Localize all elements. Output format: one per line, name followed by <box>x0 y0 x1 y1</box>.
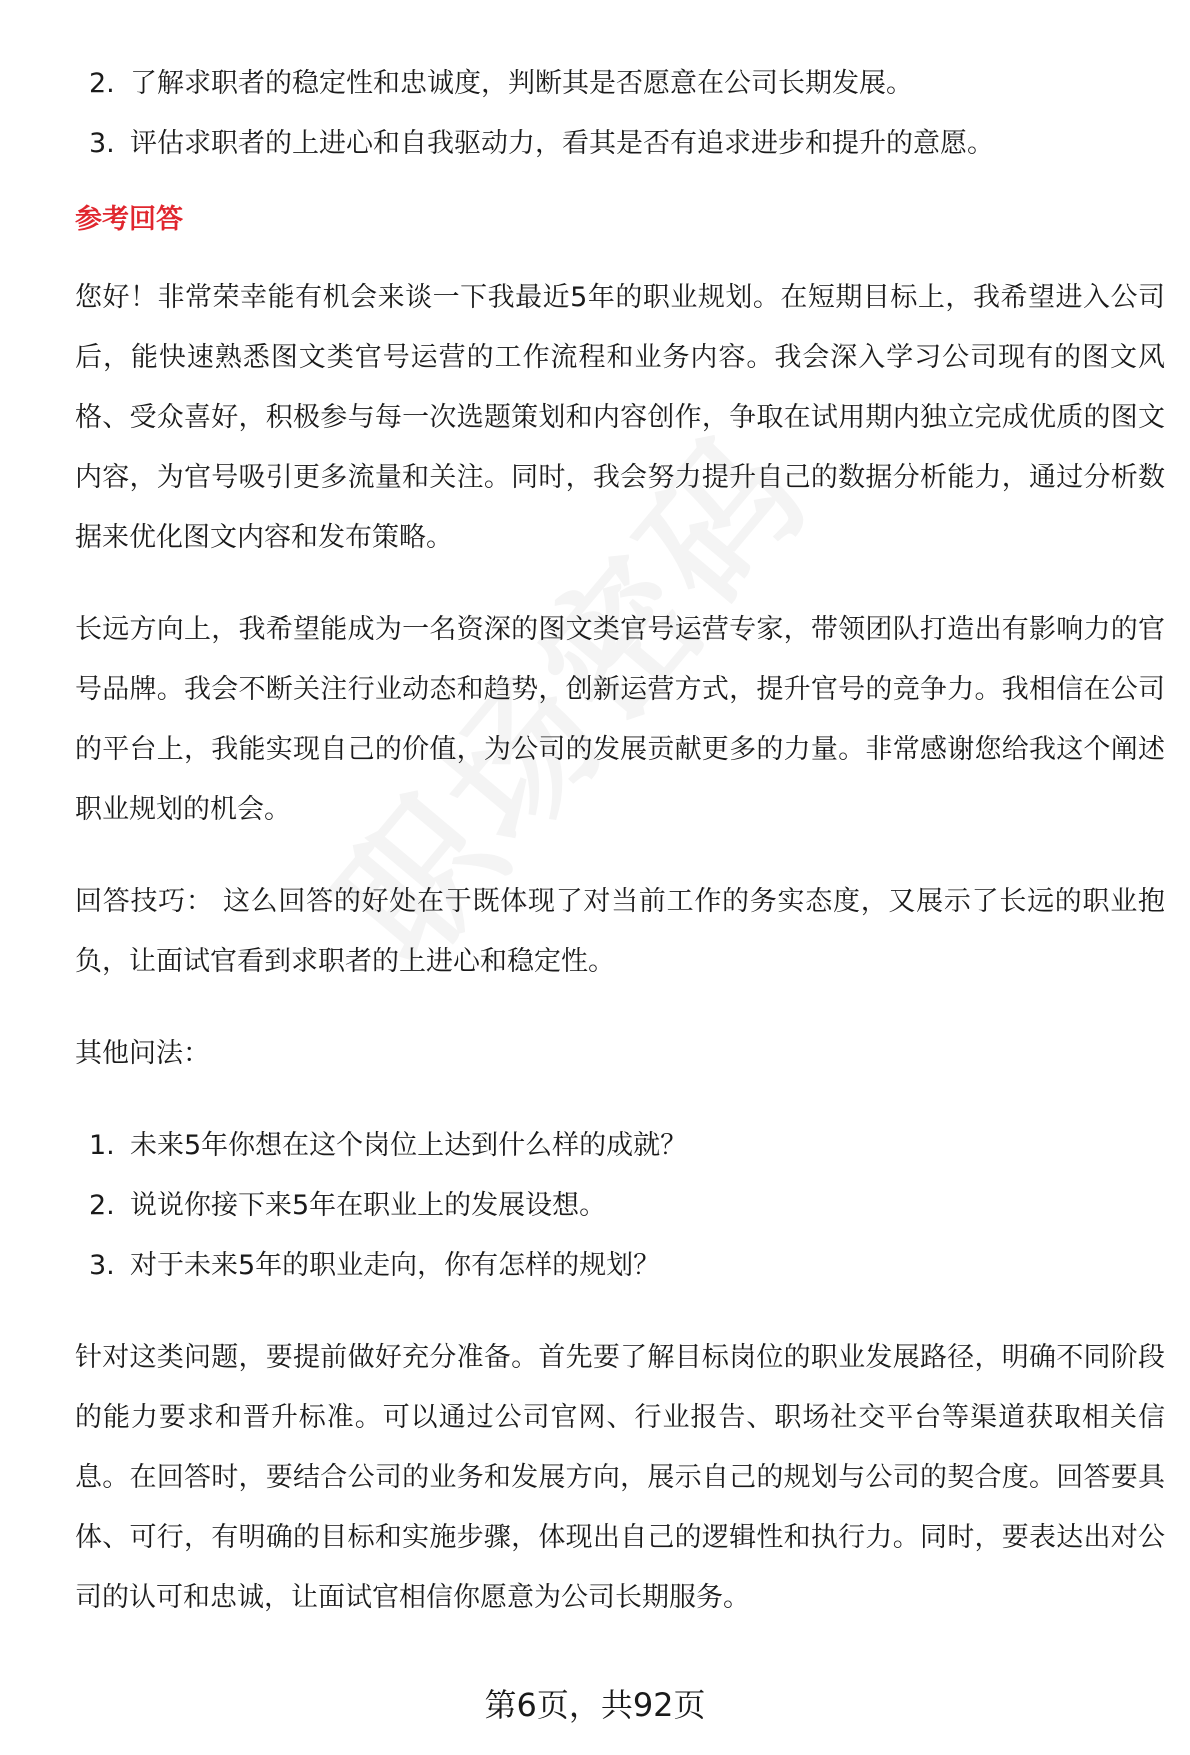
list-number: 1. <box>89 1130 115 1161</box>
reference-answer-heading: 参考回答 <box>75 204 183 235</box>
list-text: 说说你接下来5年在职业上的发展设想。 <box>130 1190 607 1221</box>
preparation-advice: 针对这类问题，要提前做好充分准备。首先要了解目标岗位的职业发展路径，明确不同阶段的能力要求和晋升标准。可以通过公司官网、行业报告、职场社交平台等渠道获取相关信息。在回答时，要结合公司的业务和发展方向，展示自己的规划与公司的契合度。回答要具体、可行，有明确的目标和实施步骤，体现出自己的逻辑性和执行力。同时，要表达出对公司的认可和忠诚，让面试官相信你愿意为公司长期服务。 <box>75 1342 1165 1613</box>
list-text: 评估求职者的上进心和自我驱动力，看其是否有追求进步和提升的意愿。 <box>130 128 994 159</box>
list-item <box>75 114 1165 174</box>
list-number: 3. <box>89 128 115 159</box>
list-number: 3. <box>89 1250 115 1281</box>
reference-paragraph: 您好！非常荣幸能有机会来谈一下我最近5年的职业规划。在短期目标上，我希望进入公司后，能快速熟悉图文类官号运营的工作流程和业务内容。我会深入学习公司现有的图文风格、受众喜好，积极参与每一次选题策划和内容创作，争取在试用期内独立完成优质的图文内容，为官号吸引更多流量和关注。同时，我会努力提升自己的数据分析能力，通过分析数据来优化图文内容和发布策略。 <box>75 282 1165 553</box>
answer-tips: 回答技巧： 这么回答的好处在于既体现了对当前工作的务实态度，又展示了长远的职业抱负，让面试官看到求职者的上进心和稳定性。 <box>75 886 1165 977</box>
list-number: 2. <box>89 1190 115 1221</box>
document-page <box>75 0 1165 1628</box>
list-text: 了解求职者的稳定性和忠诚度，判断其是否愿意在公司长期发展。 <box>130 68 913 99</box>
reference-paragraph: 长远方向上，我希望能成为一名资深的图文类官号运营专家，带领团队打造出有影响力的官号品牌。我会不断关注行业动态和趋势，创新运营方式，提升官号的竞争力。我相信在公司的平台上，我能实现自己的价值，为公司的发展贡献更多的力量。非常感谢您给我这个阐述职业规划的机会。 <box>75 614 1165 825</box>
other-questions-heading: 其他问法： <box>75 1038 210 1069</box>
list-item <box>75 1176 1165 1236</box>
list-item <box>75 1236 1165 1296</box>
top-numbered-list <box>75 54 1165 174</box>
list-item <box>75 1116 1165 1176</box>
list-text: 对于未来5年的职业走向，你有怎样的规划？ <box>130 1250 661 1281</box>
other-questions-list <box>75 1116 1165 1296</box>
page-number: 第6页，共92页 <box>484 1686 706 1724</box>
list-item <box>75 54 1165 114</box>
list-text: 未来5年你想在这个岗位上达到什么样的成就？ <box>130 1130 688 1161</box>
list-number: 2. <box>89 68 115 99</box>
